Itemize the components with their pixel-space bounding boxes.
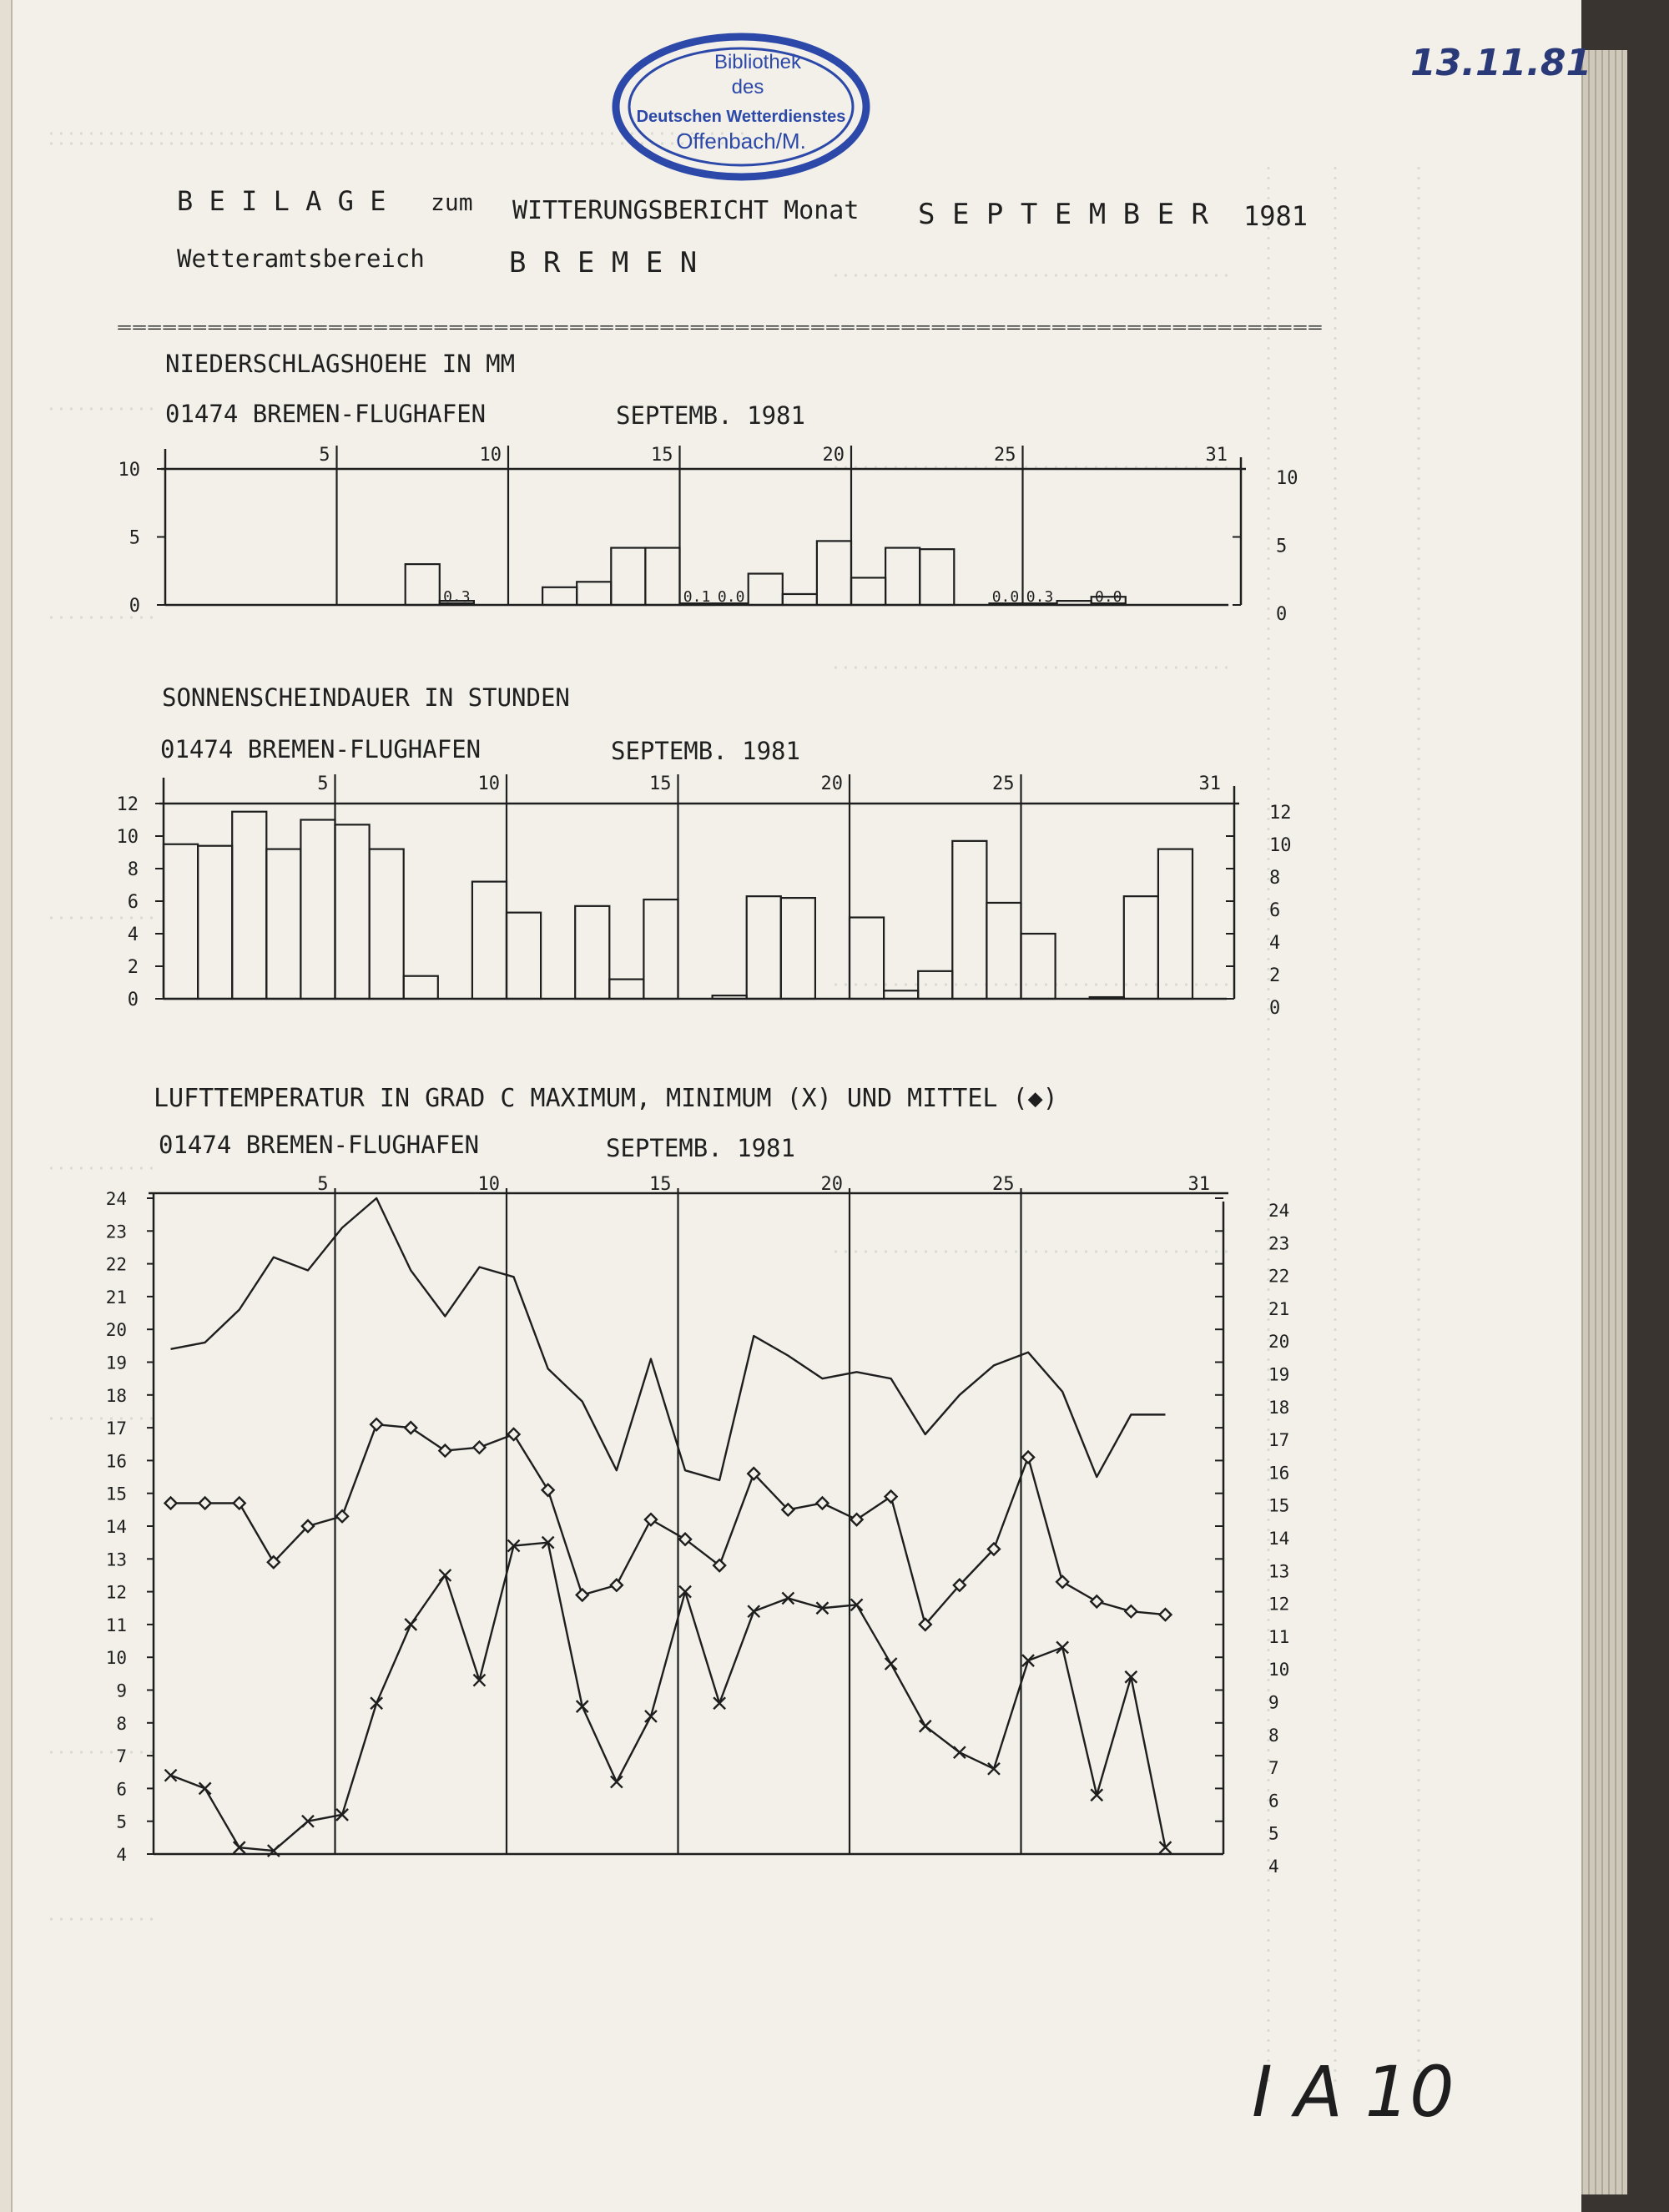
temp-right-tick-label-9: 9 — [1268, 1692, 1279, 1713]
precip-day-label-5: 5 — [319, 445, 330, 466]
temp-right-tick-label-6: 6 — [1268, 1791, 1279, 1811]
temp-right-tick-label-10: 10 — [1268, 1660, 1290, 1680]
temp-left-tick-label-20: 20 — [105, 1320, 127, 1341]
precip-day-label-31: 31 — [1205, 445, 1228, 466]
temp-left-tick-label-4: 4 — [116, 1845, 127, 1865]
temp-right-tick-label-4: 4 — [1268, 1857, 1279, 1877]
precip-value-label-day-26: 0.3 — [1026, 588, 1054, 606]
precip-chart-title: NIEDERSCHLAGSHOEHE IN MM — [165, 350, 516, 378]
temp-right-tick-label-21: 21 — [1268, 1298, 1290, 1319]
temp-right-tick-label-17: 17 — [1268, 1430, 1290, 1451]
sun-left-tick-label-0: 0 — [127, 990, 139, 1010]
precip-day-label-20: 20 — [822, 445, 845, 466]
temp-left-tick-label-10: 10 — [105, 1648, 127, 1669]
sun-right-tick-label-10: 10 — [1269, 835, 1292, 856]
sun-right-tick-label-12: 12 — [1269, 803, 1292, 824]
sun-day-label-20: 20 — [820, 773, 843, 794]
temp-chart-station: 01474 BREMEN-FLUGHAFEN — [159, 1131, 480, 1159]
temp-left-tick-label-16: 16 — [105, 1451, 127, 1472]
precip-value-label-day-28: 0.0 — [1094, 588, 1122, 606]
precip-day-label-15: 15 — [651, 445, 673, 466]
handwritten-date: 13.11.81 — [1410, 42, 1592, 84]
temp-day-label-25: 25 — [992, 1174, 1015, 1195]
catalog-mark: I A 10 — [1252, 2051, 1455, 2133]
temp-left-tick-label-6: 6 — [116, 1779, 127, 1800]
temp-right-tick-label-5: 5 — [1268, 1823, 1279, 1844]
precip-right-tick-label-0: 0 — [1276, 604, 1288, 625]
sun-left-tick-label-2: 2 — [127, 957, 139, 978]
temp-left-tick-label-17: 17 — [105, 1418, 127, 1439]
temp-day-label-5: 5 — [317, 1174, 329, 1195]
sun-left-tick-label-8: 8 — [127, 859, 139, 880]
temp-left-tick-label-23: 23 — [105, 1222, 127, 1242]
temp-day-label-10: 10 — [477, 1174, 500, 1195]
temp-right-tick-label-12: 12 — [1268, 1594, 1290, 1615]
precip-chart-station: 01474 BREMEN-FLUGHAFEN — [165, 400, 487, 428]
temp-right-tick-label-13: 13 — [1268, 1561, 1290, 1582]
sun-left-tick-label-6: 6 — [127, 892, 139, 913]
sun-right-tick-label-6: 6 — [1269, 900, 1281, 921]
gutter-shadow — [0, 0, 12, 2212]
header-year: 1981 — [1243, 200, 1308, 232]
temp-left-tick-label-12: 12 — [105, 1582, 127, 1603]
temp-left-tick-label-15: 15 — [105, 1484, 127, 1504]
temp-left-tick-label-19: 19 — [105, 1353, 127, 1373]
temp-left-tick-label-22: 22 — [105, 1254, 127, 1275]
temp-day-label-15: 15 — [649, 1174, 672, 1195]
sun-bar-day-28 — [1090, 997, 1124, 999]
sun-chart-station: 01474 BREMEN-FLUGHAFEN — [160, 735, 482, 763]
temp-left-tick-label-9: 9 — [116, 1680, 127, 1701]
temp-chart-period: SEPTEMB. 1981 — [606, 1134, 795, 1162]
precip-right-tick-label-5: 5 — [1276, 536, 1288, 557]
precip-right-tick-label-10: 10 — [1276, 468, 1298, 489]
header-beilage: B E I L A G E — [177, 185, 386, 217]
sun-day-label-31: 31 — [1198, 773, 1221, 794]
temp-right-tick-label-23: 23 — [1268, 1233, 1290, 1254]
sun-right-tick-label-8: 8 — [1269, 868, 1281, 889]
header-bereich: B R E M E N — [509, 246, 698, 280]
temp-chart-title: LUFTTEMPERATUR IN GRAD C MAXIMUM, MINIMUM (X) UND MITTEL (◆) — [154, 1084, 1058, 1113]
header-bereich-label: Wetteramtsbereich — [177, 244, 425, 273]
stamp-line-4: Offenbach/M. — [676, 128, 806, 154]
sun-left-tick-label-10: 10 — [116, 827, 139, 848]
sun-right-tick-label-2: 2 — [1269, 965, 1281, 986]
stamp-line-2: des — [731, 76, 764, 98]
sun-left-tick-label-12: 12 — [116, 794, 139, 815]
temp-left-tick-label-14: 14 — [105, 1517, 127, 1537]
sun-chart-period: SEPTEMB. 1981 — [611, 737, 800, 765]
temp-left-tick-label-5: 5 — [116, 1811, 127, 1832]
header-zum: zum — [431, 189, 473, 216]
precip-left-tick-label-5: 5 — [129, 527, 140, 549]
temp-left-tick-label-24: 24 — [105, 1189, 127, 1209]
temp-right-tick-label-18: 18 — [1268, 1397, 1290, 1418]
sun-right-tick-label-0: 0 — [1269, 998, 1281, 1019]
temp-right-tick-label-24: 24 — [1268, 1201, 1290, 1221]
precip-left-tick-label-0: 0 — [129, 596, 140, 617]
precip-left-tick-label-10: 10 — [118, 460, 140, 481]
temp-right-tick-label-14: 14 — [1268, 1529, 1290, 1549]
sun-day-label-5: 5 — [317, 773, 329, 794]
temp-right-tick-label-16: 16 — [1268, 1463, 1290, 1484]
precip-value-label-day-16: 0.1 — [683, 588, 711, 606]
temp-right-tick-label-7: 7 — [1268, 1758, 1279, 1779]
temp-right-tick-label-22: 22 — [1268, 1266, 1290, 1287]
sun-day-label-10: 10 — [477, 773, 500, 794]
temp-right-tick-label-19: 19 — [1268, 1364, 1290, 1385]
temp-left-tick-label-7: 7 — [116, 1746, 127, 1767]
sun-chart-title: SONNENSCHEINDAUER IN STUNDEN — [162, 683, 570, 712]
temp-right-tick-label-8: 8 — [1268, 1725, 1279, 1746]
precip-value-label-day-25: 0.0 — [991, 588, 1020, 606]
temp-left-tick-label-11: 11 — [105, 1615, 127, 1635]
sun-left-tick-label-4: 4 — [127, 925, 139, 945]
header-month: S E P T E M B E R — [918, 198, 1208, 231]
precip-chart-period: SEPTEMB. 1981 — [616, 401, 805, 430]
temp-left-tick-label-8: 8 — [116, 1713, 127, 1734]
sun-day-label-25: 25 — [992, 773, 1015, 794]
temp-left-tick-label-21: 21 — [105, 1287, 127, 1308]
precip-day-label-25: 25 — [994, 445, 1016, 466]
temp-day-label-20: 20 — [820, 1174, 843, 1195]
precip-day-label-10: 10 — [479, 445, 502, 466]
sun-day-label-15: 15 — [649, 773, 672, 794]
precip-value-label-day-17: 0.0 — [717, 588, 745, 606]
temp-left-tick-label-13: 13 — [105, 1549, 127, 1570]
stamp-line-3: Deutschen Wetterdienstes — [636, 108, 846, 126]
temp-right-tick-label-20: 20 — [1268, 1332, 1290, 1353]
header-bericht: WITTERUNGSBERICHT Monat — [512, 196, 860, 225]
precip-value-label-day-9: 0.3 — [443, 588, 471, 606]
temp-right-tick-label-11: 11 — [1268, 1626, 1290, 1647]
stamp-line-1: Bibliothek — [713, 51, 802, 73]
header-rule: ================================================================================ — [117, 320, 1323, 336]
temp-day-label-31: 31 — [1187, 1174, 1210, 1195]
temp-left-tick-label-18: 18 — [105, 1385, 127, 1406]
sun-right-tick-label-4: 4 — [1269, 933, 1281, 954]
temp-right-tick-label-15: 15 — [1268, 1495, 1290, 1516]
